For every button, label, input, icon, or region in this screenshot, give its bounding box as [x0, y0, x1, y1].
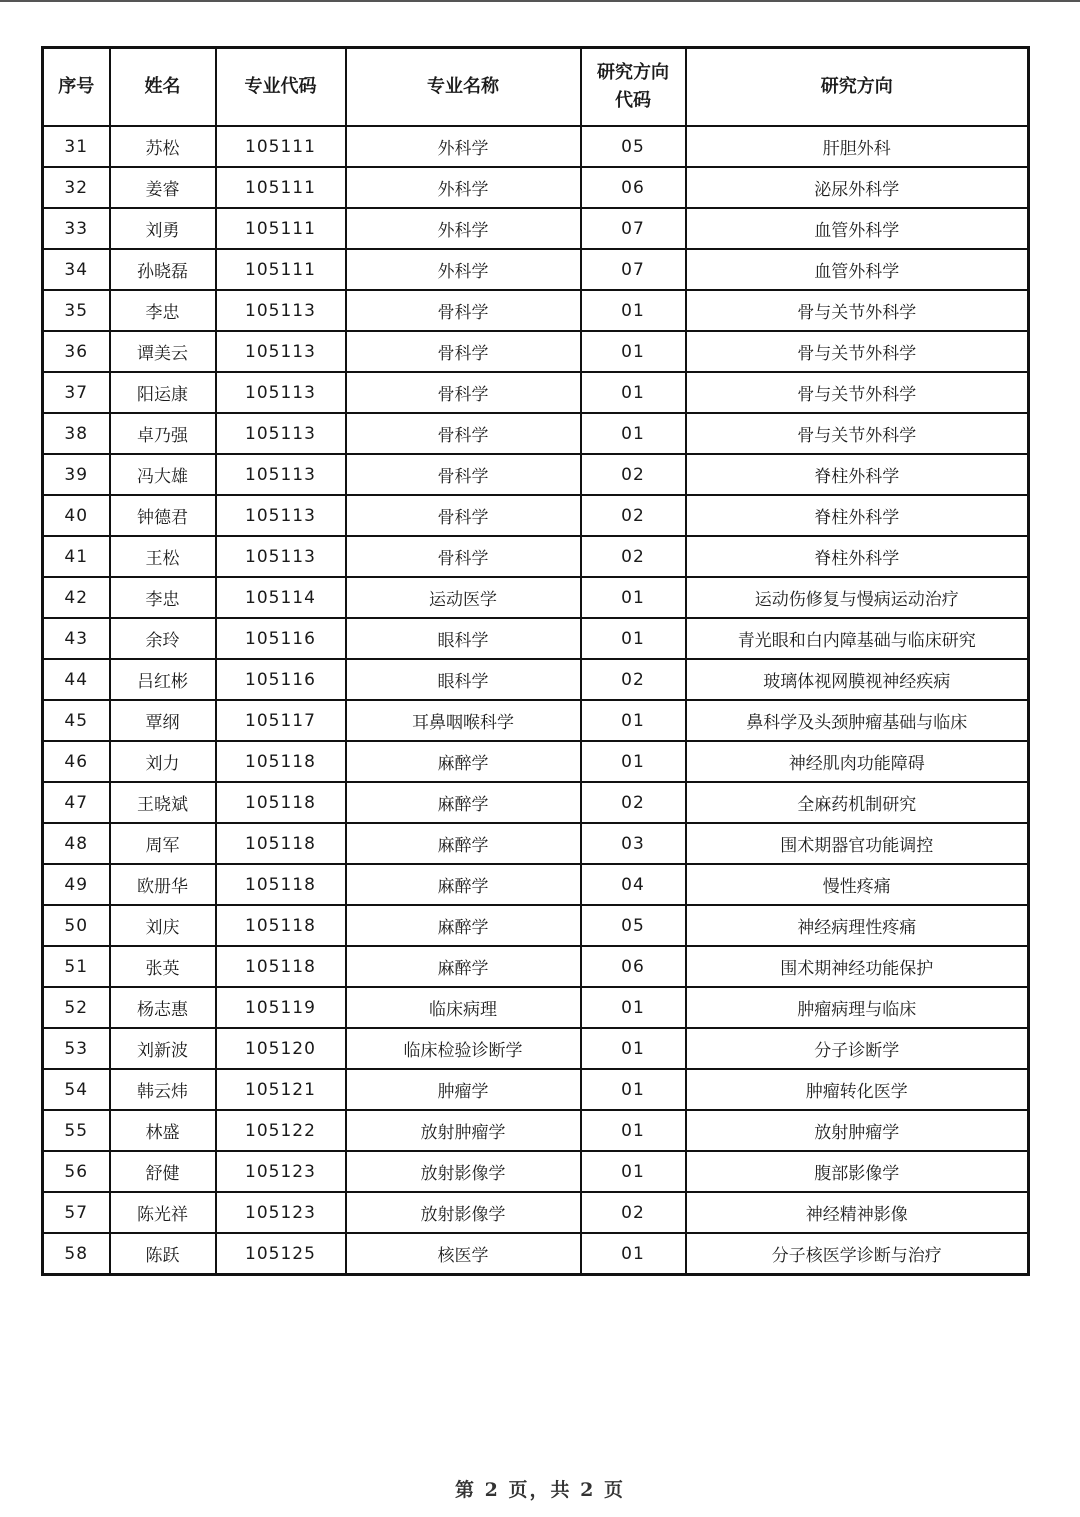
cell-direction-code: 01 — [581, 331, 686, 372]
cell-direction: 脊柱外科学 — [686, 495, 1029, 536]
cell-direction: 全麻药机制研究 — [686, 782, 1029, 823]
table-row — [43, 167, 1029, 208]
cell-direction-code: 01 — [581, 1069, 686, 1110]
cell-direction: 围术期神经功能保护 — [686, 946, 1029, 987]
cell-major-code: 105118 — [216, 946, 346, 987]
cell-no: 34 — [43, 249, 110, 290]
table-row — [43, 1028, 1029, 1069]
cell-direction: 骨与关节外科学 — [686, 372, 1029, 413]
supervisor-table — [41, 46, 1030, 1276]
cell-major-code: 105111 — [216, 208, 346, 249]
table-row — [43, 372, 1029, 413]
cell-major-code: 105113 — [216, 454, 346, 495]
cell-name: 余玲 — [110, 618, 216, 659]
cell-name: 舒健 — [110, 1151, 216, 1192]
table-row — [43, 946, 1029, 987]
cell-major-code: 105111 — [216, 167, 346, 208]
cell-name: 姜睿 — [110, 167, 216, 208]
table-row — [43, 618, 1029, 659]
cell-no: 36 — [43, 331, 110, 372]
cell-direction-code: 05 — [581, 905, 686, 946]
cell-major-code: 105117 — [216, 700, 346, 741]
cell-major-code: 105123 — [216, 1151, 346, 1192]
cell-name: 冯大雄 — [110, 454, 216, 495]
cell-direction: 腹部影像学 — [686, 1151, 1029, 1192]
cell-major-name: 眼科学 — [346, 618, 581, 659]
cell-name: 苏松 — [110, 126, 216, 167]
cell-direction-code: 02 — [581, 659, 686, 700]
table-row — [43, 782, 1029, 823]
cell-major-code: 105123 — [216, 1192, 346, 1233]
cell-major-name: 麻醉学 — [346, 741, 581, 782]
cell-major-name: 麻醉学 — [346, 946, 581, 987]
page-footer: 第 2 页，共 2 页 — [455, 1479, 625, 1501]
cell-direction-code: 01 — [581, 700, 686, 741]
cell-name: 周军 — [110, 823, 216, 864]
cell-name: 陈跃 — [110, 1233, 216, 1275]
cell-name: 吕红彬 — [110, 659, 216, 700]
cell-major-code: 105116 — [216, 618, 346, 659]
cell-major-code: 105118 — [216, 741, 346, 782]
cell-major-name: 核医学 — [346, 1233, 581, 1275]
cell-major-name: 骨科学 — [346, 454, 581, 495]
cell-no: 38 — [43, 413, 110, 454]
cell-no: 46 — [43, 741, 110, 782]
cell-direction-code: 02 — [581, 536, 686, 577]
cell-name: 孙晓磊 — [110, 249, 216, 290]
cell-direction-code: 07 — [581, 249, 686, 290]
cell-major-code: 105121 — [216, 1069, 346, 1110]
cell-direction: 肿瘤病理与临床 — [686, 987, 1029, 1028]
cell-name: 刘新波 — [110, 1028, 216, 1069]
cell-major-code: 105111 — [216, 249, 346, 290]
cell-no: 49 — [43, 864, 110, 905]
cell-name: 杨志惠 — [110, 987, 216, 1028]
cell-direction: 运动伤修复与慢病运动治疗 — [686, 577, 1029, 618]
table-body — [43, 126, 1029, 1275]
table-row — [43, 126, 1029, 167]
cell-major-code: 105113 — [216, 413, 346, 454]
cell-major-code: 105120 — [216, 1028, 346, 1069]
cell-name: 覃纲 — [110, 700, 216, 741]
cell-major-name: 麻醉学 — [346, 905, 581, 946]
cell-no: 58 — [43, 1233, 110, 1275]
header-direction-code-line1: 研究方向 — [597, 62, 669, 83]
header-no: 序号 — [43, 48, 110, 127]
cell-direction: 肿瘤转化医学 — [686, 1069, 1029, 1110]
cell-direction: 脊柱外科学 — [686, 454, 1029, 495]
cell-major-name: 麻醉学 — [346, 864, 581, 905]
cell-direction: 放射肿瘤学 — [686, 1110, 1029, 1151]
table-row — [43, 413, 1029, 454]
header-direction: 研究方向 — [686, 48, 1029, 127]
cell-major-code: 105116 — [216, 659, 346, 700]
cell-direction-code: 01 — [581, 1028, 686, 1069]
cell-major-name: 麻醉学 — [346, 823, 581, 864]
cell-direction: 脊柱外科学 — [686, 536, 1029, 577]
cell-major-code: 105113 — [216, 495, 346, 536]
cell-name: 王晓斌 — [110, 782, 216, 823]
cell-no: 52 — [43, 987, 110, 1028]
table-row — [43, 454, 1029, 495]
table-row — [43, 864, 1029, 905]
top-border-line — [0, 0, 1080, 2]
cell-major-name: 外科学 — [346, 167, 581, 208]
table-row — [43, 536, 1029, 577]
cell-no: 31 — [43, 126, 110, 167]
cell-direction-code: 01 — [581, 618, 686, 659]
cell-direction-code: 01 — [581, 1151, 686, 1192]
cell-direction-code: 01 — [581, 987, 686, 1028]
cell-major-code: 105125 — [216, 1233, 346, 1275]
cell-major-name: 骨科学 — [346, 536, 581, 577]
cell-direction: 分子核医学诊断与治疗 — [686, 1233, 1029, 1275]
cell-no: 53 — [43, 1028, 110, 1069]
cell-no: 54 — [43, 1069, 110, 1110]
table-row — [43, 331, 1029, 372]
cell-no: 45 — [43, 700, 110, 741]
cell-no: 50 — [43, 905, 110, 946]
cell-direction: 泌尿外科学 — [686, 167, 1029, 208]
cell-no: 57 — [43, 1192, 110, 1233]
table-header-row — [43, 48, 1029, 127]
table-row — [43, 1233, 1029, 1275]
header-major-code: 专业代码 — [216, 48, 346, 127]
cell-direction-code: 06 — [581, 167, 686, 208]
cell-major-code: 105111 — [216, 126, 346, 167]
cell-direction-code: 01 — [581, 413, 686, 454]
cell-direction: 骨与关节外科学 — [686, 331, 1029, 372]
table-row — [43, 208, 1029, 249]
header-direction-code-line2: 代码 — [615, 90, 651, 111]
cell-name: 欧册华 — [110, 864, 216, 905]
cell-direction: 肝胆外科 — [686, 126, 1029, 167]
cell-major-code: 105114 — [216, 577, 346, 618]
cell-no: 42 — [43, 577, 110, 618]
cell-no: 43 — [43, 618, 110, 659]
cell-name: 李忠 — [110, 577, 216, 618]
cell-major-name: 临床病理 — [346, 987, 581, 1028]
cell-no: 40 — [43, 495, 110, 536]
header-major-name: 专业名称 — [346, 48, 581, 127]
cell-name: 陈光祥 — [110, 1192, 216, 1233]
table-row — [43, 1110, 1029, 1151]
cell-major-code: 105113 — [216, 290, 346, 331]
cell-direction-code: 01 — [581, 290, 686, 331]
cell-direction: 骨与关节外科学 — [686, 413, 1029, 454]
cell-direction-code: 02 — [581, 782, 686, 823]
cell-name: 刘庆 — [110, 905, 216, 946]
cell-major-name: 外科学 — [346, 126, 581, 167]
table-row — [43, 1069, 1029, 1110]
cell-major-code: 105118 — [216, 864, 346, 905]
cell-name: 钟德君 — [110, 495, 216, 536]
cell-name: 李忠 — [110, 290, 216, 331]
cell-major-name: 外科学 — [346, 249, 581, 290]
cell-name: 王松 — [110, 536, 216, 577]
cell-name: 韩云炜 — [110, 1069, 216, 1110]
cell-major-name: 耳鼻咽喉科学 — [346, 700, 581, 741]
cell-no: 32 — [43, 167, 110, 208]
cell-direction: 鼻科学及头颈肿瘤基础与临床 — [686, 700, 1029, 741]
cell-direction-code: 01 — [581, 372, 686, 413]
cell-direction-code: 05 — [581, 126, 686, 167]
cell-major-name: 放射影像学 — [346, 1151, 581, 1192]
cell-direction: 围术期器官功能调控 — [686, 823, 1029, 864]
cell-name: 张英 — [110, 946, 216, 987]
cell-direction-code: 01 — [581, 1110, 686, 1151]
cell-no: 56 — [43, 1151, 110, 1192]
cell-no: 55 — [43, 1110, 110, 1151]
cell-major-name: 肿瘤学 — [346, 1069, 581, 1110]
cell-name: 卓乃强 — [110, 413, 216, 454]
cell-direction-code: 03 — [581, 823, 686, 864]
cell-no: 37 — [43, 372, 110, 413]
table-row — [43, 249, 1029, 290]
cell-direction: 玻璃体视网膜视神经疾病 — [686, 659, 1029, 700]
cell-no: 48 — [43, 823, 110, 864]
cell-major-name: 骨科学 — [346, 495, 581, 536]
cell-direction-code: 01 — [581, 741, 686, 782]
table-row — [43, 823, 1029, 864]
cell-major-code: 105113 — [216, 536, 346, 577]
table-row — [43, 659, 1029, 700]
cell-no: 44 — [43, 659, 110, 700]
cell-major-code: 105118 — [216, 823, 346, 864]
cell-no: 35 — [43, 290, 110, 331]
cell-no: 39 — [43, 454, 110, 495]
table-row — [43, 577, 1029, 618]
table-row — [43, 1192, 1029, 1233]
cell-major-name: 运动医学 — [346, 577, 581, 618]
cell-major-name: 骨科学 — [346, 372, 581, 413]
cell-direction-code: 04 — [581, 864, 686, 905]
cell-major-code: 105113 — [216, 372, 346, 413]
cell-direction-code: 02 — [581, 495, 686, 536]
cell-direction-code: 02 — [581, 1192, 686, 1233]
header-direction-code — [581, 48, 686, 127]
cell-direction: 慢性疼痛 — [686, 864, 1029, 905]
cell-direction-code: 07 — [581, 208, 686, 249]
cell-no: 41 — [43, 536, 110, 577]
table-row — [43, 700, 1029, 741]
cell-major-code: 105122 — [216, 1110, 346, 1151]
cell-major-name: 外科学 — [346, 208, 581, 249]
cell-direction: 青光眼和白内障基础与临床研究 — [686, 618, 1029, 659]
cell-direction: 分子诊断学 — [686, 1028, 1029, 1069]
cell-direction-code: 01 — [581, 1233, 686, 1275]
cell-direction: 神经病理性疼痛 — [686, 905, 1029, 946]
cell-no: 47 — [43, 782, 110, 823]
header-name: 姓名 — [110, 48, 216, 127]
cell-no: 33 — [43, 208, 110, 249]
cell-major-name: 骨科学 — [346, 290, 581, 331]
cell-major-name: 放射肿瘤学 — [346, 1110, 581, 1151]
cell-major-name: 骨科学 — [346, 413, 581, 454]
cell-major-code: 105118 — [216, 905, 346, 946]
cell-direction: 骨与关节外科学 — [686, 290, 1029, 331]
cell-major-name: 麻醉学 — [346, 782, 581, 823]
cell-direction-code: 06 — [581, 946, 686, 987]
cell-direction: 血管外科学 — [686, 249, 1029, 290]
cell-name: 刘勇 — [110, 208, 216, 249]
cell-name: 刘力 — [110, 741, 216, 782]
cell-major-name: 放射影像学 — [346, 1192, 581, 1233]
cell-major-name: 骨科学 — [346, 331, 581, 372]
table-row — [43, 495, 1029, 536]
cell-name: 林盛 — [110, 1110, 216, 1151]
cell-direction: 神经肌肉功能障碍 — [686, 741, 1029, 782]
cell-major-name: 临床检验诊断学 — [346, 1028, 581, 1069]
cell-direction: 神经精神影像 — [686, 1192, 1029, 1233]
cell-name: 谭美云 — [110, 331, 216, 372]
cell-direction-code: 01 — [581, 577, 686, 618]
cell-major-code: 105119 — [216, 987, 346, 1028]
cell-major-name: 眼科学 — [346, 659, 581, 700]
table-row — [43, 905, 1029, 946]
table-row — [43, 987, 1029, 1028]
table-row — [43, 741, 1029, 782]
cell-major-code: 105113 — [216, 331, 346, 372]
table-row — [43, 1151, 1029, 1192]
cell-major-code: 105118 — [216, 782, 346, 823]
cell-direction: 血管外科学 — [686, 208, 1029, 249]
cell-name: 阳运康 — [110, 372, 216, 413]
cell-direction-code: 02 — [581, 454, 686, 495]
table-row — [43, 290, 1029, 331]
cell-no: 51 — [43, 946, 110, 987]
